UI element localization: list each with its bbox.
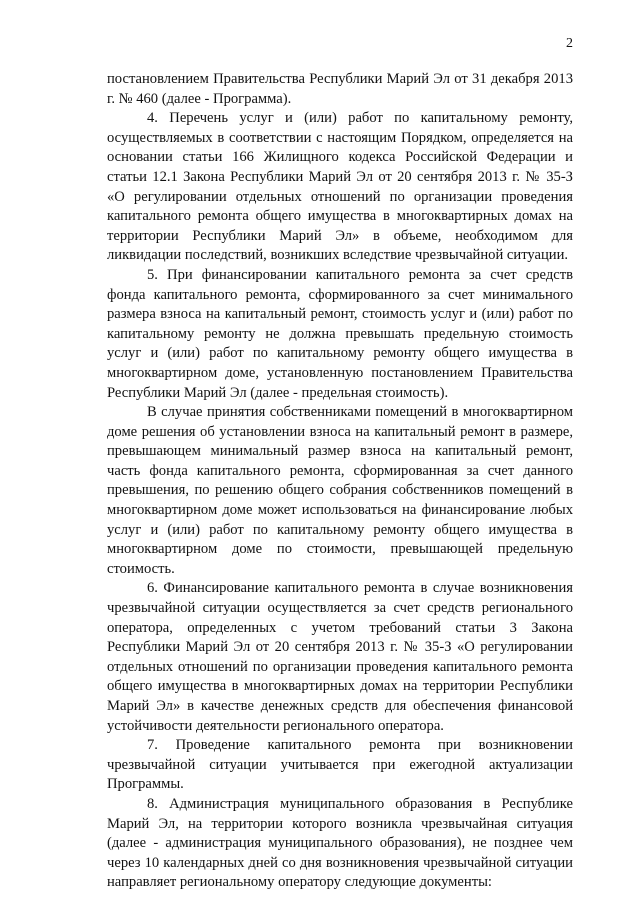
page-number: 2	[566, 36, 573, 51]
paragraph-program-reference: постановлением Правительства Республики Марий Эл от 31 декабря 2013 г. № 460 (далее - Программа).	[107, 71, 573, 107]
paragraph-6-emergency-financing: 6. Финансирование капитального ремонта в случае возникновения чрезвычайной ситуации осуществляется за счет средств регионального оператора, определенных с учетом требований статьи 3 Закона Республики Марий Эл от 20 сентября 2013 г. № 35-З «О регулировании отдельных отношений по организации проведения капитального ремонта общего имущества в многоквартирных домах на территории Республики Марий Эл» в качестве денежных средств для обеспечения финансовой устойчивости деятельности регионального оператора.	[107, 580, 573, 734]
document-body	[107, 70, 573, 893]
paragraph-5-financing-limit: 5. При финансировании капитального ремонта за счет средств фонда капитального ремонта, сформированного за счет минимального размера взноса на капитальный ремонт, стоимость услуг и (или) работ по капитальному ремонту не должна превышать предельную стоимость услуг и (или) работ по капитальному ремонту общего имущества в многоквартирном доме, установленную постановлением Правительства Республики Марий Эл (далее - предельная стоимость).	[107, 266, 573, 401]
paragraph-7-program-update: 7. Проведение капитального ремонта при возникновении чрезвычайной ситуации учитывается при ежегодной актуализации Программы.	[107, 737, 573, 793]
paragraph-4-services-list: 4. Перечень услуг и (или) работ по капитальному ремонту, осуществляемых в соответствии с настоящим Порядком, определяется на основании статьи 166 Жилищного кодекса Российской Федерации и статьи 12.1 Закона Республики Марий Эл от 20 сентября 2013 г. № 35-З «О регулировании отдельных отношений по организации проведения капитального ремонта общего имущества в многоквартирных домах на территории Республики Марий Эл» в объеме, необходимом для ликвидации последствий, возникших вследствие чрезвычайной ситуации.	[107, 110, 573, 264]
paragraph-5-excess-contribution: В случае принятия собственниками помещений в многоквартирном доме решения об установлении взноса на капитальный ремонт в размере, превышающем минимальный размер взноса на капитальный ремонт, часть фонда капитального ремонта, сформированная за счет данного превышения, по решению общего собрания собственников помещений в многоквартирном доме может использоваться на финансирование любых услуг и (или) работ по капитальному ремонту общего имущества в многоквартирном доме по стоимости, превышающей предельную стоимость.	[107, 404, 573, 577]
paragraph-8-administration-documents: 8. Администрация муниципального образования в Республике Марий Эл, на территории которого возникла чрезвычайная ситуация (далее - администрация муниципального образования), не позднее чем через 10 календарных дней со дня возникновения чрезвычайной ситуации направляет региональному оператору следующие документы:	[107, 795, 573, 891]
